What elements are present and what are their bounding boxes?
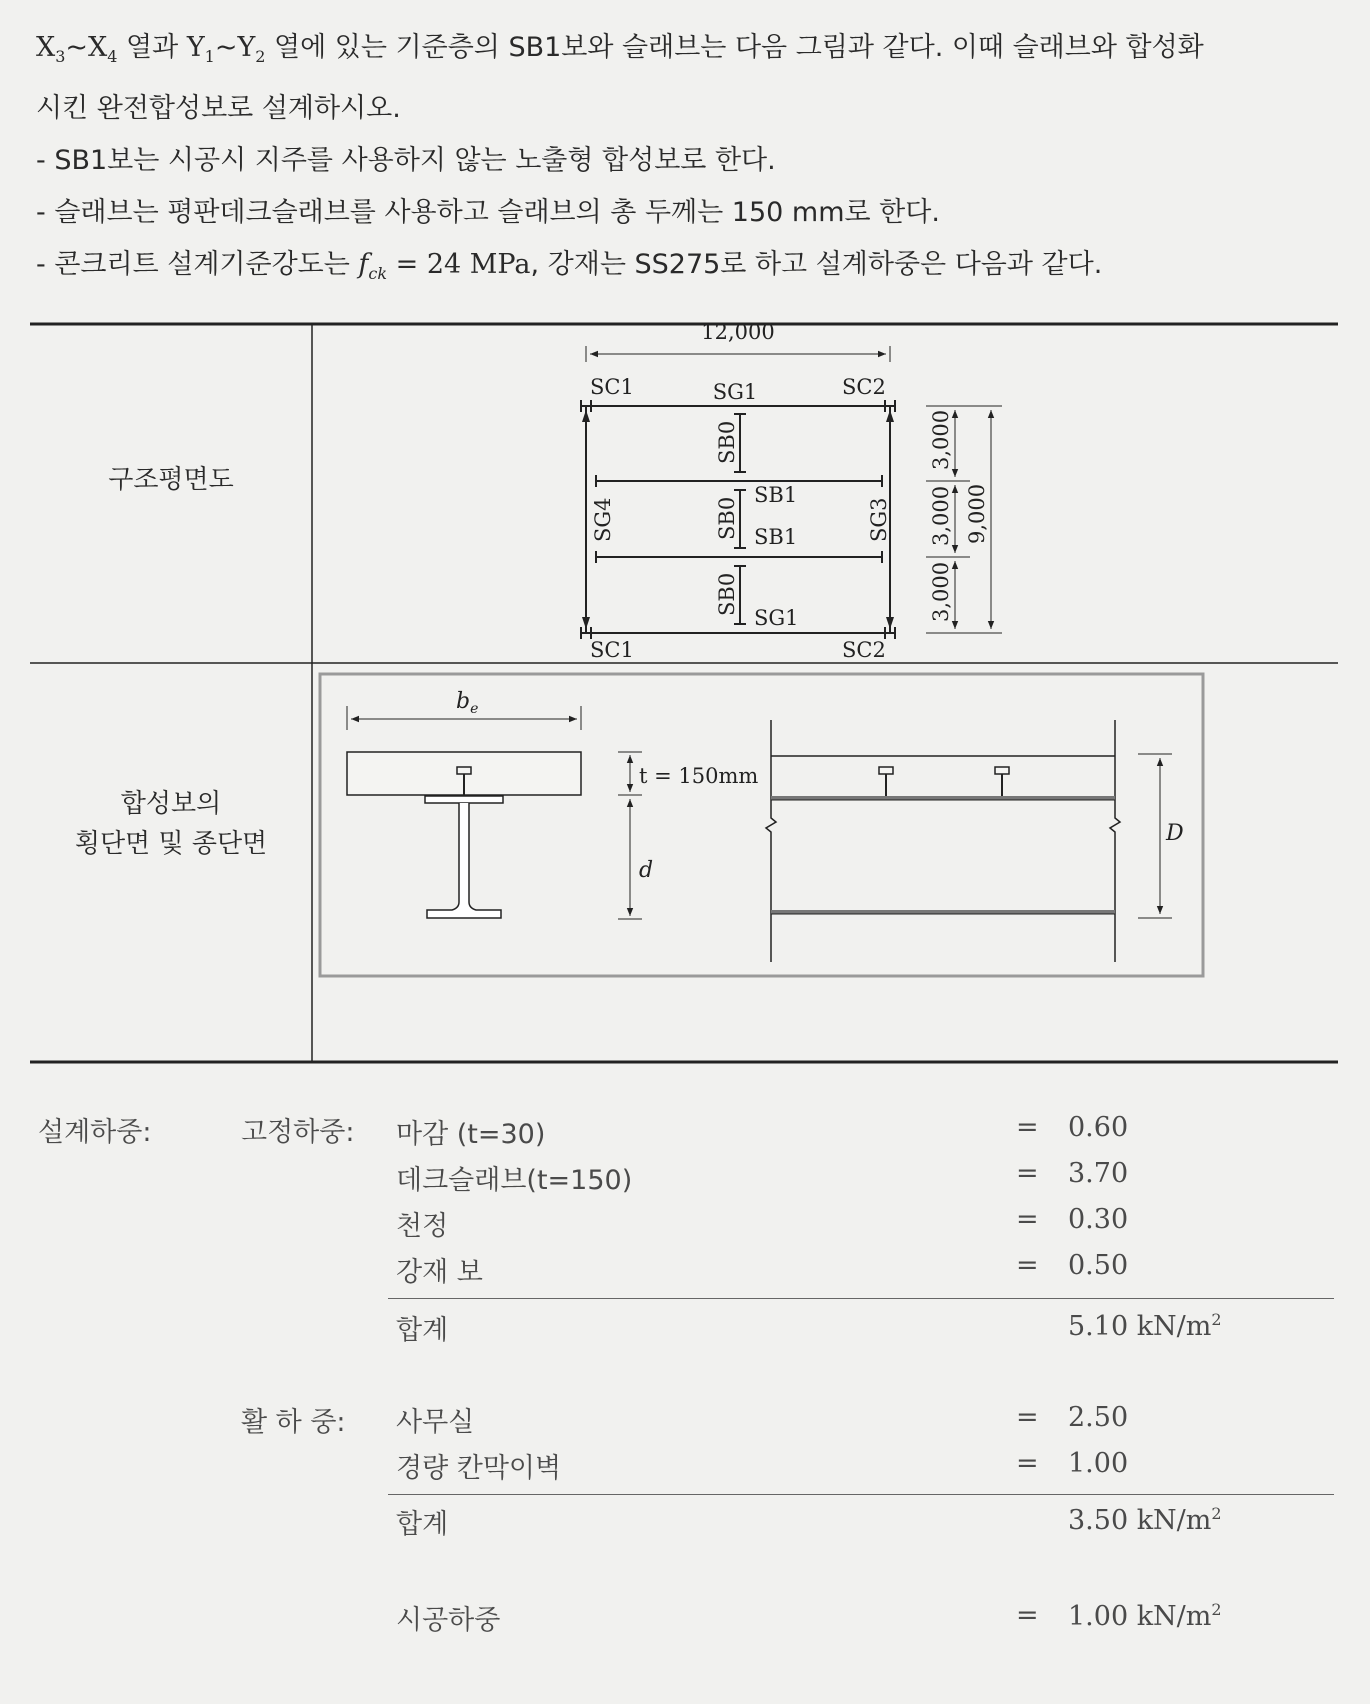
problem-statement: [36, 22, 1346, 300]
label-dim-b: 3,000: [929, 485, 953, 546]
label-d: d: [639, 858, 654, 883]
dead-total-label: 합계: [396, 1315, 449, 1346]
bullet-2: - 슬래브는 평판데크슬래브를 사용하고 슬래브의 총 두께는 150 mm로 한다.: [36, 197, 940, 228]
span-label: 12,000: [701, 322, 775, 344]
intro-line-2: 시킨 완전합성보로 설계하시오.: [36, 93, 401, 124]
construction-load-eq: =: [1016, 1600, 1039, 1631]
live-item-name: 경량 칸막이벽: [396, 1453, 562, 1484]
label-t: t = 150mm: [639, 764, 759, 788]
steel-web: [427, 803, 501, 918]
bullet-1: - SB1보는 시공시 지주를 사용하지 않는 노출형 합성보로 한다.: [36, 145, 776, 176]
dead-item-value: 0.50: [1068, 1250, 1129, 1281]
label-sc2-bottom: SC2: [842, 638, 886, 662]
label-sc1-top: SC1: [590, 375, 634, 399]
live-load-label: 활 하 중:: [241, 1407, 346, 1438]
shear-stud-1: [879, 767, 893, 774]
label-sc1-bottom: SC1: [590, 638, 634, 662]
label-sc2-top: SC2: [842, 375, 886, 399]
label-sb0-1: SB0: [715, 420, 739, 464]
dead-item-eq: =: [1016, 1158, 1039, 1189]
dead-item-value: 0.60: [1068, 1112, 1129, 1143]
label-dim-c: 3,000: [929, 561, 953, 622]
row-label-plan: 구조평면도: [108, 465, 234, 495]
label-sg1-bottom: SG1: [754, 606, 799, 630]
longitudinal-section: [766, 720, 1172, 962]
dead-item-value: 0.30: [1068, 1204, 1129, 1235]
label-sb0-2: SB0: [715, 496, 739, 540]
dead-item-name: 데크슬래브(t=150): [396, 1165, 633, 1196]
dead-item-eq: =: [1016, 1204, 1039, 1235]
dead-item-name: 강재 보: [396, 1257, 483, 1288]
steel-top-flange: [425, 796, 503, 803]
label-be: $b_e$: [456, 689, 479, 717]
label-sg3: SG3: [867, 497, 891, 542]
live-total-label: 합계: [396, 1509, 449, 1540]
cross-section: [347, 706, 642, 919]
row-label-section-2: 횡단면 및 종단면: [74, 829, 268, 859]
live-total-rule: [388, 1494, 1334, 1495]
figure-drawing: [30, 322, 1340, 1065]
design-loads: [0, 1100, 1370, 1700]
live-item-value: 1.00: [1068, 1448, 1129, 1479]
live-item-eq: =: [1016, 1402, 1039, 1433]
construction-load-value: 1.00 $kN/m^2$: [1068, 1600, 1222, 1632]
label-sb0-3: SB0: [715, 572, 739, 616]
label-sg1-top: SG1: [712, 380, 758, 404]
bullet-3: - 콘크리트 설계기준강도는 $f_{ck} = 24$ MPa, 강재는 SS275로 하고 설계하중은 다음과 같다.: [36, 249, 1103, 283]
shear-stud-2: [995, 767, 1009, 774]
intro-line-1: $X_3\sim X_4$ 열과 $Y_1\sim Y_2$ 열에 있는 기준층의 SB1보와 슬래브는 다음 그림과 같다. 이때 슬래브와 합성화: [36, 32, 1204, 66]
label-D: D: [1166, 821, 1184, 846]
label-sg4: SG4: [591, 497, 615, 542]
label-dim-a: 3,000: [929, 409, 953, 470]
shear-stud: [457, 767, 471, 774]
live-total-value: 3.50 $kN/m^2$: [1068, 1504, 1222, 1536]
dead-item-eq: =: [1016, 1250, 1039, 1281]
label-sb1-lower: SB1: [754, 525, 798, 549]
dead-item-name: 마감 (t=30): [396, 1119, 546, 1150]
construction-load-label: 시공하중: [396, 1605, 501, 1636]
figure-table: [30, 322, 1340, 1065]
row-label-section-1: 합성보의: [120, 789, 222, 819]
live-item-name: 사무실: [396, 1407, 475, 1438]
label-sb1-upper: SB1: [754, 483, 798, 507]
dead-total-rule: [388, 1298, 1334, 1299]
dead-load-label: 고정하중:: [241, 1117, 355, 1148]
dead-item-eq: =: [1016, 1112, 1039, 1143]
dead-total-value: 5.10 $kN/m^2$: [1068, 1310, 1222, 1342]
live-item-value: 2.50: [1068, 1402, 1129, 1433]
live-item-eq: =: [1016, 1448, 1039, 1479]
dead-item-value: 3.70: [1068, 1158, 1129, 1189]
label-dim-total: 9,000: [965, 483, 989, 544]
design-load-label: 설계하중:: [38, 1117, 152, 1148]
dead-item-name: 천정: [396, 1211, 449, 1242]
